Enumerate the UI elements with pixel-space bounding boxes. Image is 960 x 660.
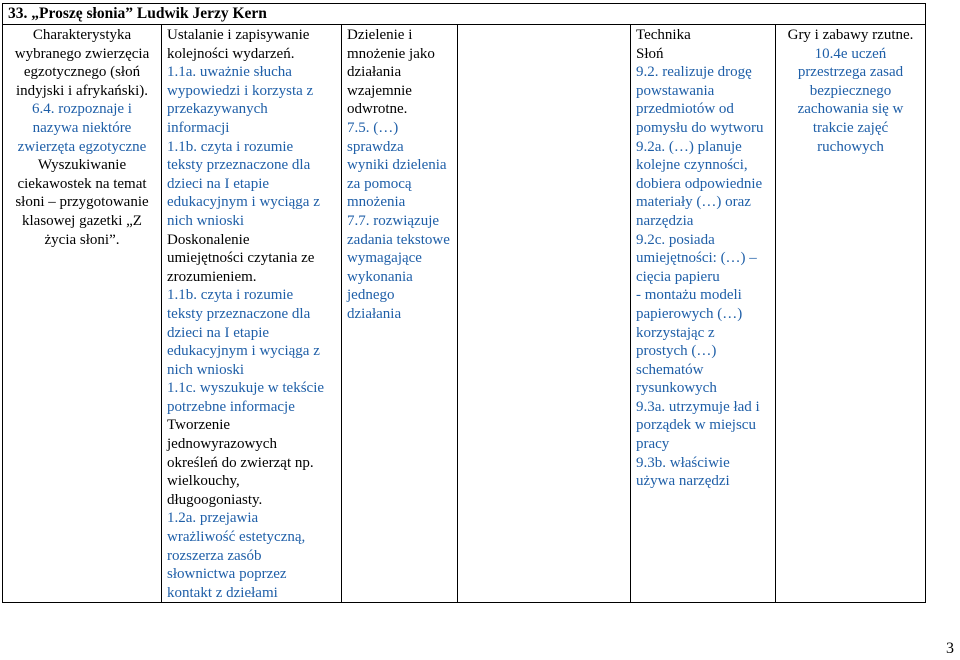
cell-text-line: pomysłu do wytworu (636, 119, 764, 136)
cell-text-line: kolejne czynności, (636, 157, 748, 174)
cell-text-line: wykonania (347, 268, 413, 285)
lesson-plan-table (2, 3, 926, 603)
cell-text-line: 6.4. rozpoznaje i (32, 101, 132, 118)
cell-col-5 (631, 25, 776, 603)
cell-text-line: - montażu modeli (636, 287, 742, 304)
cell-text-line: wrażliwość estetyczną, (167, 529, 306, 546)
cell-text-line: jednego działania (347, 287, 402, 322)
cell-text-line: umiejętności czytania ze (167, 250, 315, 267)
cell-text-line: cięcia papieru (636, 268, 720, 285)
content-row (3, 25, 926, 603)
cell-text-line: korzystając z (636, 324, 715, 341)
cell-text-line: teksty przeznaczone dla (167, 157, 311, 174)
cell-text-line: Słoń (636, 45, 664, 62)
cell-text-line: Charakterystyka (32, 27, 132, 43)
cell-text-line: ruchowych (817, 138, 884, 155)
cell-text-line: Dzielenie i (347, 27, 413, 43)
cell-text-line: 9.2c. posiada (636, 231, 715, 248)
cell-text-line: trakcie zajęć (812, 119, 889, 136)
cell-text-line: bezpiecznego (809, 82, 892, 99)
cell-text-line: przedmiotów od (636, 101, 734, 118)
cell-text-line: potrzebne informacje (167, 398, 295, 415)
cell-text-line: Wyszukiwanie (37, 157, 127, 174)
cell-text-line: teksty przeznaczone dla (167, 305, 311, 322)
cell-text-line: porządek w miejscu (636, 417, 756, 434)
cell-text-line: działania (347, 64, 402, 81)
cell-text-line: wymagające (347, 250, 422, 267)
cell-text-line: edukacyjnym i wyciąga z (167, 194, 320, 211)
cell-text-line: dzieci na I etapie (167, 324, 270, 341)
cell-text-line: nazywa niektóre (32, 119, 132, 136)
cell-text-line: wielkouchy, (167, 473, 240, 490)
cell-text-line: schematów (636, 361, 704, 378)
cell-text-line: Doskonalenie (167, 231, 250, 248)
cell-text-line: 1.1b. czyta i rozumie (167, 138, 294, 155)
cell-text-line: prostych (…) (636, 343, 717, 360)
cell-text-line: odwrotne. (347, 101, 408, 118)
cell-text-line: zwierzęta egzotyczne (17, 138, 147, 155)
cell-text-line: za pomocą (347, 175, 412, 192)
cell-text-line: 9.3b. właściwie (636, 454, 730, 471)
cell-text-line: 9.2. realizuje drogę (636, 64, 752, 81)
cell-text-line: przestrzega zasad (797, 64, 904, 81)
cell-text-line: przekazywanych (167, 101, 268, 118)
cell-text-line: 1.1a. uważnie słucha (167, 64, 292, 81)
cell-text-line: pracy (636, 436, 670, 453)
cell-text-line: Ustalanie i zapisywanie (167, 27, 310, 43)
cell-col-4 (458, 25, 631, 603)
cell-col-1 (3, 25, 162, 603)
cell-text-line: egzotycznego (słoń (23, 64, 141, 81)
cell-text-line: materiały (…) oraz (636, 194, 751, 211)
cell-text-line: nich wnioski (167, 212, 245, 229)
cell-text-line: dzieci na I etapie (167, 175, 270, 192)
cell-col-6 (776, 25, 926, 603)
cell-text-line: Technika (636, 27, 691, 43)
cell-text-line: Gry i zabawy rzutne. (787, 27, 914, 43)
cell-text-line: dobiera odpowiednie (636, 175, 763, 192)
cell-text-line: umiejętności: (…) – (636, 250, 757, 267)
cell-text-line: rozszerza zasób (167, 547, 262, 564)
cell-text-line: edukacyjnym i wyciąga z (167, 343, 320, 360)
cell-text-line: 1.1c. wyszukuje w tekście (167, 380, 325, 397)
cell-text-line: 9.2a. (…) planuje (636, 138, 742, 155)
cell-text-line: zachowania się w (797, 101, 904, 118)
cell-text-line: 9.3a. utrzymuje ład i (636, 398, 760, 415)
cell-text-line: indyjski i afrykański). (15, 82, 149, 99)
cell-text-line: powstawania (636, 82, 715, 99)
cell-text-line: 1.2a. przejawia (167, 510, 259, 527)
cell-text-line: kontakt z dziełami (167, 584, 278, 601)
cell-text-line: 7.7. rozwiązuje (347, 212, 440, 229)
cell-text-line: mnożenia (347, 194, 406, 211)
cell-text-line: Tworzenie (167, 417, 231, 434)
cell-text-line: nich wnioski (167, 361, 245, 378)
cell-text-line: wybranego zwierzęcia (14, 45, 150, 62)
lesson-title: 33. „Proszę słonia” Ludwik Jerzy Kern (3, 4, 926, 25)
cell-text-line: długoogoniasty. (167, 491, 263, 508)
cell-text-line: używa narzędzi (636, 473, 730, 490)
cell-text-line: wzajemnie (347, 82, 412, 99)
cell-text-line: wyniki dzielenia (347, 157, 447, 174)
cell-text-line: papierowych (…) (636, 305, 743, 322)
page-number: 3 (946, 640, 954, 657)
cell-text-line: narzędzia (636, 212, 694, 229)
title-row (3, 4, 926, 25)
cell-text-line: kolejności wydarzeń. (167, 45, 295, 62)
cell-text-line: słoni – przygotowanie (15, 194, 149, 211)
cell-col-3 (342, 25, 458, 603)
cell-text-line: ciekawostek na temat (17, 175, 147, 192)
cell-text-line: życia słoni”. (44, 231, 120, 248)
cell-text-line: 10.4e uczeń (814, 45, 887, 62)
cell-col-2 (162, 25, 342, 603)
cell-text-line: klasowej gazetki „Z (22, 212, 142, 229)
cell-text-line: informacji (167, 119, 230, 136)
cell-text-line: rysunkowych (636, 380, 717, 397)
cell-text-line: 7.5. (…) sprawdza (347, 119, 404, 155)
cell-text-line: zrozumieniem. (167, 268, 257, 285)
cell-text-line: wypowiedzi i korzysta z (167, 82, 314, 99)
cell-text-line: mnożenie jako (347, 45, 435, 62)
cell-text-line: zadania tekstowe (347, 231, 450, 248)
cell-text-line: jednowyrazowych (167, 436, 277, 453)
cell-text-line: słownictwa poprzez (167, 566, 287, 583)
cell-text-line: 1.1b. czyta i rozumie (167, 287, 294, 304)
cell-text-line: określeń do zwierząt np. (167, 454, 314, 471)
